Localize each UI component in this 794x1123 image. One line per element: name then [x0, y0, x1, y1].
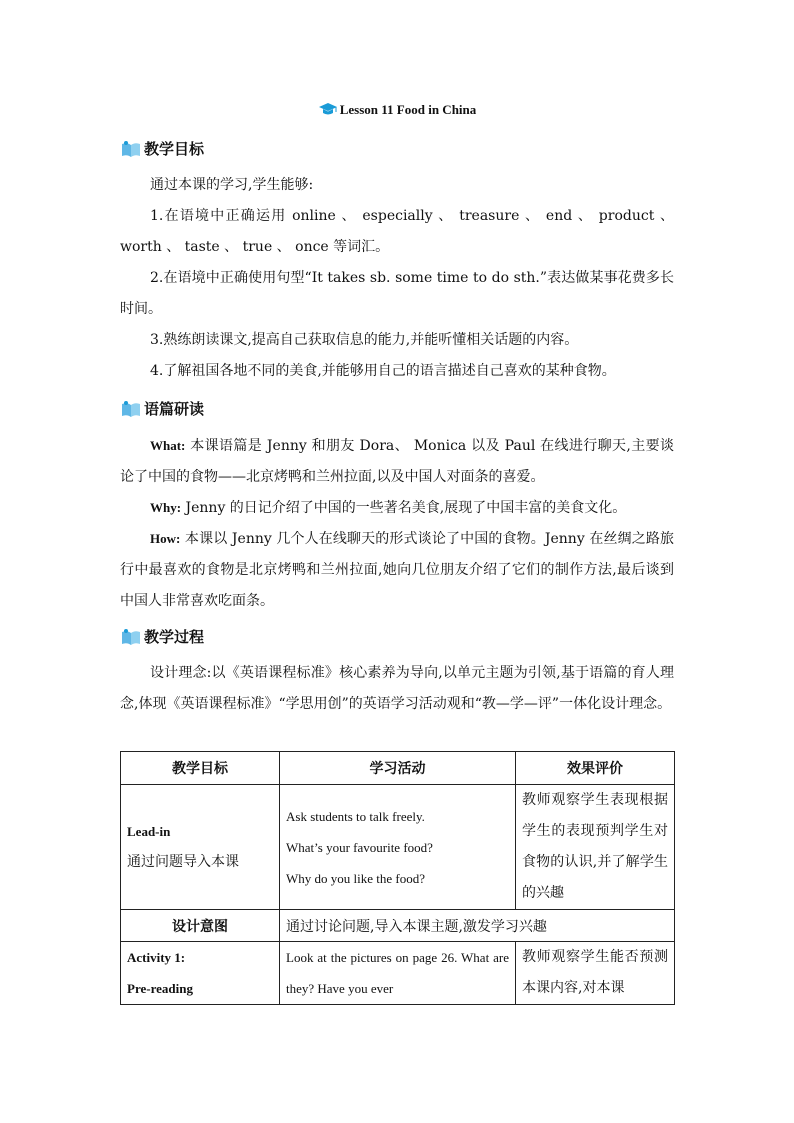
goals-item-4: 4.了解祖国各地不同的美食,并能够用自己的语言描述自己喜欢的某种食物。	[150, 363, 616, 379]
why-label: Why:	[150, 500, 182, 515]
why-text: Jenny 的日记介绍了中国的一些著名美食,展现了中国丰富的美食文化。	[181, 500, 627, 516]
row2-goal-sub: Pre-reading	[127, 981, 193, 996]
reading-how	[120, 523, 674, 617]
section-heading-reading-text: 语篇研读	[144, 400, 205, 418]
table-header-goal: 教学目标	[121, 752, 280, 785]
row2-activity: Look at the pictures on page 26. What are they? Have you ever	[280, 942, 516, 1005]
open-book-icon	[120, 627, 142, 647]
graduation-cap-icon	[318, 102, 338, 116]
table-row	[121, 910, 675, 942]
row1-activity-1: Ask students to talk freely.	[286, 808, 425, 824]
lesson-plan-table	[120, 751, 675, 1005]
row2-evaluation: 教师观察学生能否预测本课内容,对本课	[516, 942, 675, 1005]
section-heading-goals-text: 教学目标	[144, 140, 205, 158]
process-intro: 设计理念:以《英语课程标准》核心素养为导向,以单元主题为引领,基于语篇的育人理念,体现《英语课程标准》“学思用创”的英语学习活动观和“教—学—评”一体化设计理念。	[120, 665, 674, 712]
row1-goal-desc: 通过问题导入本课	[127, 854, 239, 870]
section-heading-process	[120, 626, 204, 647]
what-label: What:	[150, 438, 186, 453]
intent-text: 通过讨论问题,导入本课主题,激发学习兴趣	[280, 910, 675, 942]
goals-intro: 通过本课的学习,学生能够:	[150, 177, 314, 193]
open-book-icon	[120, 139, 142, 159]
how-text: 本课以 Jenny 几个人在线聊天的形式谈论了中国的食物。Jenny 在丝绸之路旅行中最喜欢的食物是北京烤鸭和兰州拉面,她向几位朋友介绍了它们的制作方法,最后谈到中国人非常喜欢吃面条。	[120, 531, 674, 609]
reading-why	[120, 492, 674, 524]
row2-goal	[121, 942, 280, 1005]
row1-activity-3: Why do you like the food?	[286, 870, 425, 886]
table-header-activity: 学习活动	[280, 752, 516, 785]
row2-goal-title: Activity 1:	[127, 950, 186, 965]
lesson-title-text: Lesson 11 Food in China	[339, 102, 477, 117]
table-header-evaluation: 效果评价	[516, 752, 675, 785]
lesson-title	[0, 102, 794, 118]
section-heading-goals	[120, 138, 204, 159]
row1-activities	[280, 785, 516, 910]
section-heading-process-text: 教学过程	[144, 628, 205, 646]
open-book-icon	[120, 399, 142, 419]
row1-goal	[121, 785, 280, 910]
row1-evaluation: 教师观察学生表现根据学生的表现预判学生对食物的认识,并了解学生的兴趣	[516, 785, 675, 910]
section-heading-reading	[120, 398, 204, 419]
goals-item-2: 2.在语境中正确使用句型“It takes sb. some time to do sth.”表达做某事花费多长时间。	[120, 270, 674, 317]
table-row	[121, 942, 675, 1005]
how-label: How:	[150, 531, 181, 546]
table-header-row	[121, 752, 675, 785]
intent-label: 设计意图	[121, 910, 280, 942]
reading-what	[120, 430, 674, 493]
goals-item-3: 3.熟练朗读课文,提高自己获取信息的能力,并能听懂相关话题的内容。	[150, 332, 579, 348]
goals-item-1: 1.在语境中正确运用 online 、 especially 、 treasure 、 end 、 product 、 worth 、 taste 、 true 、 once 等词汇。	[120, 208, 674, 255]
row1-goal-title: Lead-in	[127, 824, 171, 839]
table-row	[121, 785, 675, 910]
what-text: 本课语篇是 Jenny 和朋友 Dora、 Monica 以及 Paul 在线进行聊天,主要谈论了中国的食物——北京烤鸭和兰州拉面,以及中国人对面条的喜爱。	[120, 438, 674, 485]
row1-activity-2: What’s your favourite food?	[286, 839, 433, 855]
